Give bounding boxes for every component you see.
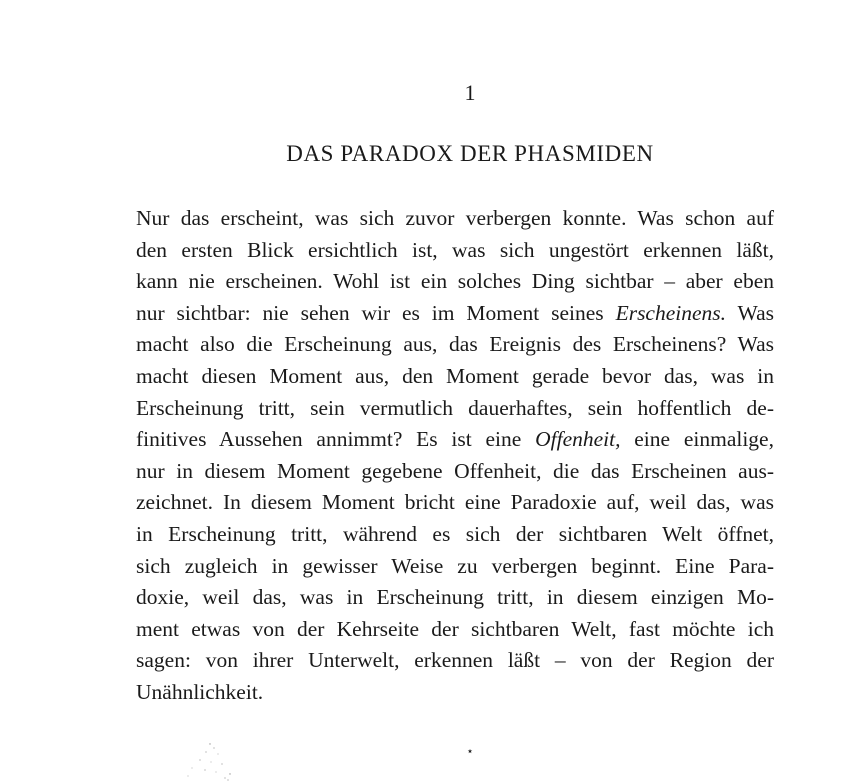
text-line: macht also die Erscheinung aus, das Ereignis des Erscheinens? Was	[136, 332, 774, 357]
text-line: Unähnlichkeit.	[136, 679, 264, 704]
text-line: doxie, weil das, was in Erscheinung tritt, in diesem einzigen Mo-	[136, 585, 774, 610]
emphasis-erscheinens: Erscheinens.	[615, 300, 727, 325]
text-line: kann nie erscheinen. Wohl ist ein solches Ding sichtbar – aber eben	[136, 269, 774, 294]
chapter-number: 1	[464, 80, 476, 105]
text-line: nur sichtbar: nie sehen wir es im Moment seines Erscheinens. Was	[136, 300, 775, 325]
text-line: nur in diesem Moment gegebene Offenheit, die das Erscheinen aus-	[136, 458, 774, 483]
text-line: Erscheinung tritt, sein vermutlich dauerhaftes, sein hoffentlich de-	[136, 395, 774, 420]
text-line: zeichnet. In diesem Moment bricht eine Paradoxie auf, weil das, was	[136, 490, 774, 515]
body-paragraph	[136, 203, 774, 709]
text-line: Nur das erscheint, was sich zuvor verbergen konnte. Was schon auf	[136, 206, 774, 230]
chapter-title: DAS PARADOX DER PHASMIDEN	[286, 141, 654, 166]
text-line: in Erscheinung tritt, während es sich der sichtbaren Welt öffnet,	[136, 521, 774, 546]
text-line: finitives Aussehen annimmt? Es ist eine Offenheit, eine einmalige,	[136, 427, 774, 452]
emphasis-offenheit: Offenheit,	[535, 427, 621, 452]
section-separator-star: ⋆	[466, 744, 474, 758]
scan-noise-marks	[170, 738, 250, 783]
text-line: sich zugleich in gewisser Weise zu verbergen beginnt. Eine Para-	[136, 553, 774, 578]
text-line: den ersten Blick ersichtlich ist, was sich ungestört erkennen läßt,	[136, 237, 774, 262]
text-line: ment etwas von der Kehrseite der sichtbaren Welt, fast möchte ich	[136, 616, 774, 641]
text-line: sagen: von ihrer Unterwelt, erkennen läßt – von der Region der	[136, 648, 774, 673]
text-line: macht diesen Moment aus, den Moment gerade bevor das, was in	[136, 363, 774, 388]
